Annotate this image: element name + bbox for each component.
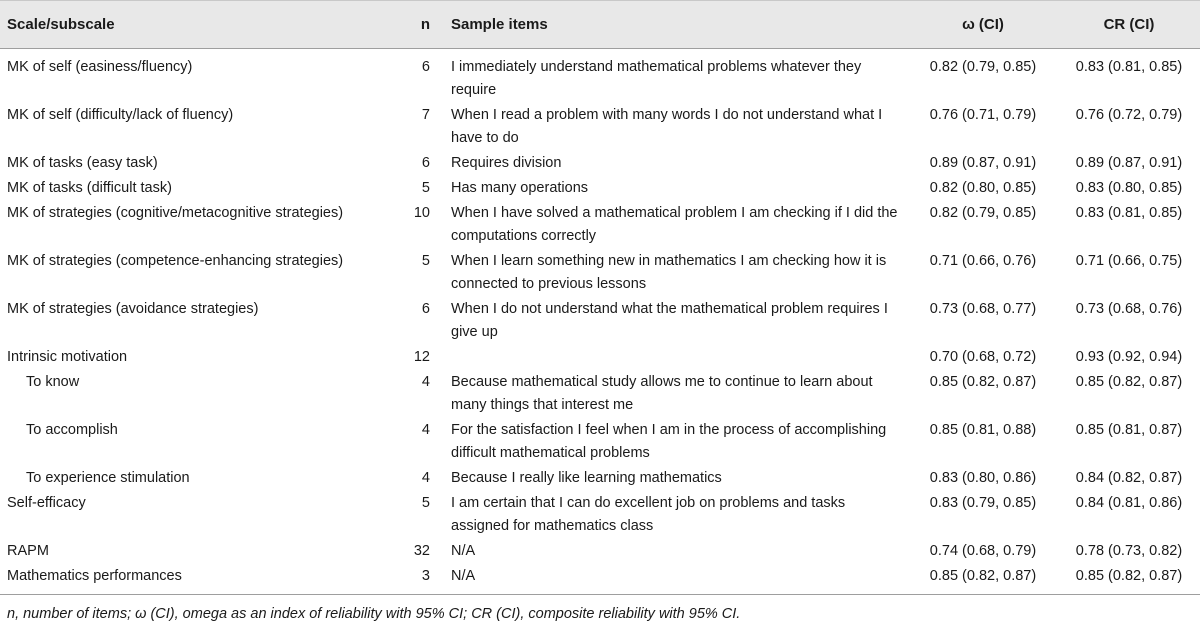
cr-cell: 0.73 (0.68, 0.76)	[1075, 301, 1183, 317]
scale-cell: MK of self (difficulty/lack of fluency)	[7, 107, 234, 123]
scale-cell: Mathematics performances	[7, 568, 182, 584]
omega-cell: 0.82 (0.79, 0.85)	[929, 205, 1037, 221]
table-row	[0, 250, 1200, 298]
scale-cell: MK of strategies (competence-enhancing strategies)	[7, 253, 344, 269]
table-row	[0, 202, 1200, 250]
n-cell: 10	[413, 205, 430, 221]
sample-item-cell: I immediately understand mathematical problems whatever they require	[451, 59, 862, 98]
n-cell: 6	[421, 301, 430, 317]
table-footnote: n, number of items; ω (CI), omega as an index of reliability with 95% CI; CR (CI), composite reliability with 95% CI.	[7, 606, 741, 622]
table-row	[0, 152, 1200, 177]
sample-item-cell: When I have solved a mathematical problem I am checking if I did the computations correctly	[451, 205, 898, 244]
table-row	[0, 565, 1200, 595]
omega-cell: 0.82 (0.79, 0.85)	[929, 59, 1037, 75]
sample-item-cell: When I learn something new in mathematics I am checking how it is connected to previous lessons	[451, 253, 887, 292]
sample-item-cell	[442, 346, 908, 371]
omega-cell: 0.89 (0.87, 0.91)	[929, 155, 1037, 171]
cr-cell: 0.84 (0.82, 0.87)	[1075, 470, 1183, 486]
sample-item-cell: Requires division	[451, 155, 562, 171]
scale-cell: MK of strategies (avoidance strategies)	[7, 301, 259, 317]
n-cell: 6	[421, 155, 430, 171]
cr-cell: 0.85 (0.82, 0.87)	[1075, 374, 1183, 390]
cr-cell: 0.83 (0.81, 0.85)	[1075, 205, 1183, 221]
cr-cell: 0.85 (0.82, 0.87)	[1075, 568, 1183, 584]
cr-cell: 0.89 (0.87, 0.91)	[1075, 155, 1183, 171]
scale-cell: Intrinsic motivation	[7, 349, 128, 365]
table-row	[0, 104, 1200, 152]
omega-cell: 0.83 (0.80, 0.86)	[929, 470, 1037, 486]
n-cell: 7	[421, 107, 430, 123]
omega-cell: 0.85 (0.82, 0.87)	[929, 374, 1037, 390]
sample-item-cell: Has many operations	[451, 180, 589, 196]
sample-item-cell: When I read a problem with many words I do not understand what I have to do	[451, 107, 883, 146]
cr-cell: 0.83 (0.81, 0.85)	[1075, 59, 1183, 75]
sample-item-cell: Because I really like learning mathematics	[451, 470, 722, 486]
scale-cell: Self-efficacy	[7, 495, 86, 511]
table-row	[0, 298, 1200, 346]
table-header-row	[0, 1, 1200, 49]
omega-cell: 0.82 (0.80, 0.85)	[929, 180, 1037, 196]
cr-cell: 0.71 (0.66, 0.75)	[1075, 253, 1183, 269]
scale-cell: MK of strategies (cognitive/metacognitive strategies)	[7, 205, 344, 221]
n-cell: 6	[421, 59, 430, 75]
table-row	[0, 346, 1200, 371]
table-row	[0, 177, 1200, 202]
header-sample-items: Sample items	[451, 16, 548, 33]
cr-cell: 0.76 (0.72, 0.79)	[1075, 107, 1183, 123]
sample-item-cell: Because mathematical study allows me to continue to learn about many things that interest me	[451, 374, 873, 413]
omega-cell: 0.73 (0.68, 0.77)	[929, 301, 1037, 317]
subscale-cell: To experience stimulation	[26, 470, 190, 486]
sample-item-cell: N/A	[451, 543, 476, 559]
sample-item-cell: N/A	[451, 568, 476, 584]
subscale-cell: To know	[26, 374, 80, 390]
omega-cell: 0.85 (0.81, 0.88)	[929, 422, 1037, 438]
n-cell: 12	[413, 349, 430, 365]
n-cell: 4	[421, 374, 430, 390]
n-cell: 5	[421, 253, 430, 269]
n-cell: 5	[421, 495, 430, 511]
header-n: n	[420, 16, 430, 33]
omega-cell: 0.85 (0.82, 0.87)	[929, 568, 1037, 584]
sample-item-cell: I am certain that I can do excellent job on problems and tasks assigned for mathematics class	[451, 495, 846, 534]
cr-cell: 0.78 (0.73, 0.82)	[1075, 543, 1183, 559]
cr-cell: 0.83 (0.80, 0.85)	[1075, 180, 1183, 196]
table-row	[0, 371, 1200, 419]
scale-cell: MK of tasks (difficult task)	[7, 180, 172, 196]
n-cell: 4	[421, 422, 430, 438]
subscale-cell: To accomplish	[26, 422, 118, 438]
omega-cell: 0.71 (0.66, 0.76)	[929, 253, 1037, 269]
table-row	[0, 419, 1200, 467]
cr-cell: 0.85 (0.81, 0.87)	[1075, 422, 1183, 438]
n-cell: 32	[413, 543, 430, 559]
table-row	[0, 492, 1200, 540]
n-cell: 3	[421, 568, 430, 584]
scale-cell: RAPM	[7, 543, 49, 559]
n-cell: 4	[421, 470, 430, 486]
table-row	[0, 49, 1200, 105]
cr-cell: 0.84 (0.81, 0.86)	[1075, 495, 1183, 511]
omega-cell: 0.74 (0.68, 0.79)	[929, 543, 1037, 559]
n-cell: 5	[421, 180, 430, 196]
header-cr: CR (CI)	[1103, 16, 1155, 33]
header-omega: ω (CI)	[962, 16, 1004, 33]
sample-item-cell: When I do not understand what the mathematical problem requires I give up	[451, 301, 888, 340]
header-scale: Scale/subscale	[7, 16, 115, 33]
table-row	[0, 540, 1200, 565]
cr-cell: 0.93 (0.92, 0.94)	[1075, 349, 1183, 365]
omega-cell: 0.83 (0.79, 0.85)	[929, 495, 1037, 511]
omega-cell: 0.70 (0.68, 0.72)	[929, 349, 1037, 365]
scale-cell: MK of self (easiness/fluency)	[7, 59, 193, 75]
table-row	[0, 467, 1200, 492]
omega-cell: 0.76 (0.71, 0.79)	[929, 107, 1037, 123]
scale-cell: MK of tasks (easy task)	[7, 155, 158, 171]
sample-item-cell: For the satisfaction I feel when I am in the process of accomplishing difficult mathematical problems	[451, 422, 887, 461]
